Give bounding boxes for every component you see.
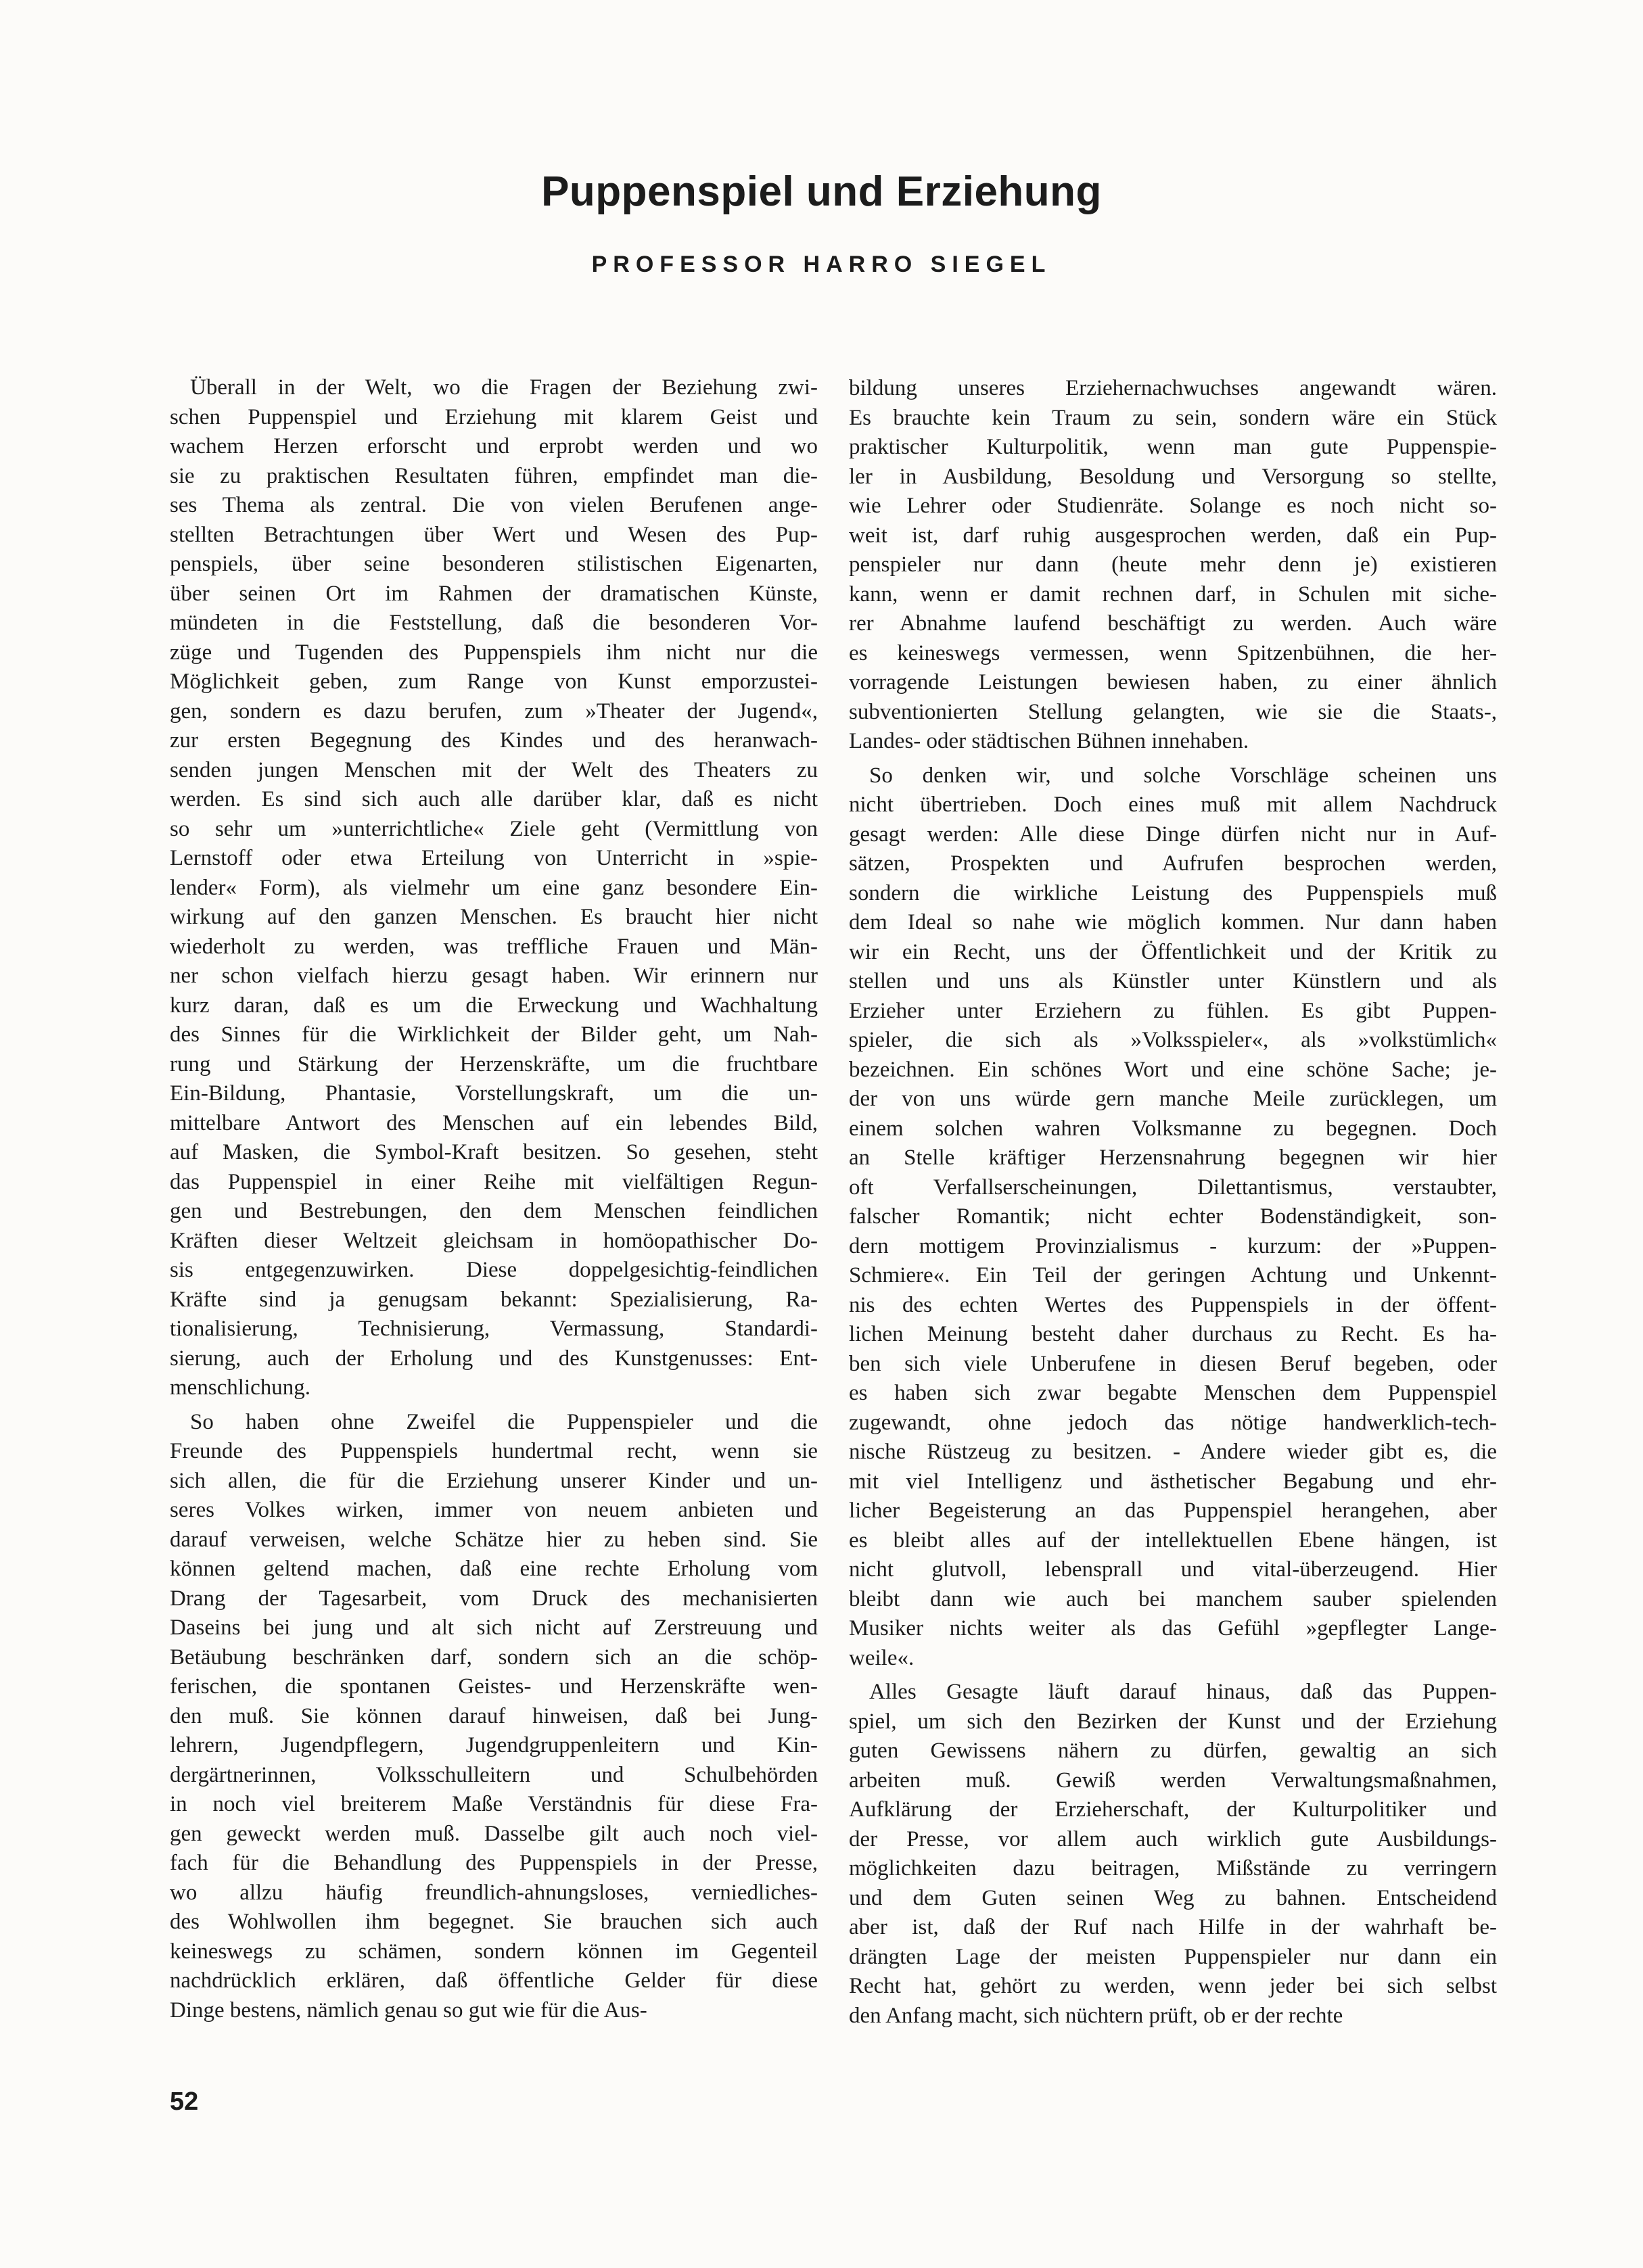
text-line: Schmiere«. Ein Teil der geringen Achtung und Unkennt- bbox=[849, 1263, 1497, 1287]
text-line: ses Thema als zentral. Die von vielen Berufenen ange- bbox=[170, 493, 818, 517]
text-line: den Anfang macht, sich nüchtern prüft, ob er der rechte bbox=[849, 2003, 1343, 2028]
text-line: nicht übertrieben. Doch eines muß mit allem Nachdruck bbox=[849, 793, 1497, 817]
text-line: weit ist, darf ruhig ausgesprochen werden, daß ein Pup- bbox=[849, 523, 1497, 548]
text-line: wachem Herzen erforscht und erprobt werden und wo bbox=[170, 434, 818, 458]
text-line: zur ersten Begegnung des Kindes und des heranwach- bbox=[170, 728, 818, 753]
article-title: Puppenspiel und Erziehung bbox=[541, 168, 1102, 215]
text-line: nicht glutvoll, lebensprall und vital-überzeugend. Hier bbox=[849, 1557, 1497, 1582]
text-line: den muß. Sie können darauf hinweisen, daß bei Jung- bbox=[170, 1703, 818, 1728]
text-line: rer Abnahme laufend beschäftigt zu werden. Auch wäre bbox=[849, 611, 1497, 636]
text-line: es haben sich zwar begabte Menschen dem Puppenspiel bbox=[849, 1381, 1497, 1405]
text-line: auf Masken, die Symbol-Kraft besitzen. So gesehen, steht bbox=[170, 1140, 818, 1164]
page-number: 52 bbox=[170, 2087, 199, 2116]
text-line: rung und Stärkung der Herzenskräfte, um die fruchtbare bbox=[170, 1052, 818, 1077]
text-line: ferischen, die spontanen Geistes- und Herzenskräfte wen- bbox=[170, 1674, 818, 1699]
text-line: menschlichung. bbox=[170, 1375, 311, 1400]
article-author: PROFESSOR HARRO SIEGEL bbox=[591, 252, 1052, 277]
text-line: können geltend machen, daß eine rechte Erholung vom bbox=[170, 1557, 818, 1581]
text-line: das Puppenspiel in einer Reihe mit vielfältigen Regun- bbox=[170, 1169, 818, 1194]
text-line: sätzen, Prospekten und Aufrufen besprochen werden, bbox=[849, 851, 1497, 876]
text-line: der von uns würde gern manche Meile zurücklegen, um bbox=[849, 1087, 1497, 1111]
text-line: aber ist, daß der Ruf nach Hilfe in der wahrhaft be- bbox=[849, 1915, 1497, 1939]
text-line: Überall in der Welt, wo die Fragen der Beziehung zwi- bbox=[190, 375, 818, 400]
text-line: tionalisierung, Technisierung, Vermassung, Standardi- bbox=[170, 1317, 818, 1341]
text-line: dergärtnerinnen, Volksschulleitern und Schulbehörden bbox=[170, 1762, 818, 1787]
text-line: Alles Gesagte läuft darauf hinaus, daß das Puppen- bbox=[869, 1680, 1497, 1704]
text-line: penspiels, über seine besonderen stilistischen Eigenarten, bbox=[170, 552, 818, 576]
text-line: wie Lehrer oder Studienräte. Solange es noch nicht so- bbox=[849, 494, 1497, 518]
text-line: des Sinnes für die Wirklichkeit der Bilder geht, um Nah- bbox=[170, 1022, 818, 1047]
text-column-left bbox=[170, 373, 818, 2025]
text-line: in noch viel breiterem Maße Verständnis für diese Fra- bbox=[170, 1792, 818, 1816]
text-line: arbeiten muß. Gewiß werden Verwaltungsmaßnahmen, bbox=[849, 1768, 1497, 1793]
text-line: bleibt dann wie auch bei manchem sauber spielenden bbox=[849, 1586, 1497, 1611]
text-line: seres Volkes wirken, immer von neuem anbieten und bbox=[170, 1498, 818, 1522]
text-line: penspieler nur dann (heute mehr denn je) existieren bbox=[849, 552, 1497, 577]
text-line: mit viel Intelligenz und ästhetischer Begabung und ehr- bbox=[849, 1469, 1497, 1494]
text-line: mündeten in die Feststellung, daß die besonderen Vor- bbox=[170, 611, 818, 635]
text-line: ben sich viele Unberufene in diesen Beruf begeben, oder bbox=[849, 1351, 1497, 1376]
text-line: der Presse, vor allem auch wirklich gute Ausbildungs- bbox=[849, 1826, 1497, 1851]
text-line: spiel, um sich den Bezirken der Kunst und der Erziehung bbox=[849, 1709, 1497, 1734]
text-line: gesagt werden: Alle diese Dinge dürfen nicht nur in Auf- bbox=[849, 822, 1497, 847]
text-line: Kräften dieser Weltzeit gleichsam in homöopathischer Do- bbox=[170, 1228, 818, 1253]
text-line: praktischer Kulturpolitik, wenn man gute Puppenspie- bbox=[849, 435, 1497, 459]
text-line: Möglichkeit geben, zum Range von Kunst emporzustei- bbox=[170, 669, 818, 694]
text-line: Kräfte sind ja genugsam bekannt: Spezialisierung, Ra- bbox=[170, 1287, 818, 1312]
text-line: drängten Lage der meisten Puppenspieler nur dann ein bbox=[849, 1944, 1497, 1969]
text-line: Aufklärung der Erzieherschaft, der Kulturpolitiker und bbox=[849, 1797, 1497, 1822]
text-line: bezeichnen. Ein schönes Wort und eine schöne Sache; je- bbox=[849, 1057, 1497, 1082]
text-line: Recht hat, gehört zu werden, wenn jeder bei sich selbst bbox=[849, 1974, 1497, 1998]
text-line: vorragende Leistungen bewiesen haben, zu einer ähnlich bbox=[849, 670, 1497, 694]
text-line: Dinge bestens, nämlich genau so gut wie für die Aus- bbox=[170, 1998, 647, 2023]
text-line: werden. Es sind sich auch alle darüber klar, daß es nicht bbox=[170, 787, 818, 811]
text-line: guten Gewissens nähern zu dürfen, gewaltig an sich bbox=[849, 1739, 1497, 1763]
text-line: zugewandt, ohne jedoch das nötige handwerklich-tech- bbox=[849, 1410, 1497, 1435]
text-line: bildung unseres Erziehernachwuchses angewandt wären. bbox=[849, 376, 1497, 400]
text-line: fach für die Behandlung des Puppenspiels in der Presse, bbox=[170, 1851, 818, 1875]
text-line: kurz daran, daß es um die Erweckung und Wachhaltung bbox=[170, 993, 818, 1018]
text-line: falscher Romantik; nicht echter Bodenständigkeit, son- bbox=[849, 1204, 1497, 1229]
text-line: einem solchen wahren Volksmanne zu begegnen. Doch bbox=[849, 1116, 1497, 1141]
text-line: Erzieher unter Erziehern zu fühlen. Es gibt Puppen- bbox=[849, 998, 1497, 1023]
text-line: wo allzu häufig freundlich-ahnungsloses, verniedliches- bbox=[170, 1880, 818, 1905]
text-line: schen Puppenspiel und Erziehung mit klarem Geist und bbox=[170, 404, 818, 429]
text-line: Drang der Tagesarbeit, vom Druck des mechanisierten bbox=[170, 1586, 818, 1611]
text-line: nische Rüstzeug zu besitzen. - Andere wieder gibt es, die bbox=[849, 1440, 1497, 1464]
text-column-right bbox=[849, 374, 1497, 2031]
text-line: stellen und uns als Künstler unter Künstlern und als bbox=[849, 969, 1497, 993]
text-line: so sehr um »unterrichtliche« Ziele geht (Vermittlung von bbox=[170, 816, 818, 841]
text-line: darauf verweisen, welche Schätze hier zu heben sind. Sie bbox=[170, 1527, 818, 1552]
text-line: nachdrücklich erklären, daß öffentliche Gelder für diese bbox=[170, 1968, 818, 1993]
text-line: über seinen Ort im Rahmen der dramatischen Künste, bbox=[170, 581, 818, 606]
text-line: weile«. bbox=[849, 1645, 915, 1670]
text-line: gen, sondern es dazu berufen, zum »Theater der Jugend«, bbox=[170, 699, 818, 724]
text-line: Landes- oder städtischen Bühnen innehaben. bbox=[849, 729, 1249, 753]
text-line: an Stelle kräftiger Herzensnahrung begegnen wir hier bbox=[849, 1145, 1497, 1170]
text-line: es bleibt alles auf der intellektuellen Ebene hängen, ist bbox=[849, 1528, 1497, 1553]
text-line: gen und Bestrebungen, den dem Menschen feindlichen bbox=[170, 1199, 818, 1223]
text-line: Musiker nichts weiter als das Gefühl »gepflegter Lange- bbox=[849, 1616, 1497, 1640]
text-line: spieler, die sich als »Volksspieler«, als »volkstümlich« bbox=[849, 1028, 1497, 1052]
text-line: kann, wenn er damit rechnen darf, in Schulen mit siche- bbox=[849, 582, 1497, 607]
text-line: ner schon vielfach hierzu gesagt haben. Wir erinnern nur bbox=[170, 964, 818, 988]
text-line: oft Verfallserscheinungen, Dilettantismus, verstaubter, bbox=[849, 1175, 1497, 1200]
text-line: es keineswegs vermessen, wenn Spitzenbühnen, die her- bbox=[849, 640, 1497, 665]
text-line: Ein-Bildung, Phantasie, Vorstellungskraft, um die un- bbox=[170, 1081, 818, 1106]
text-line: subventionierten Stellung gelangten, wie sie die Staats-, bbox=[849, 699, 1497, 724]
text-line: sich allen, die für die Erziehung unserer Kinder und un- bbox=[170, 1468, 818, 1493]
text-line: dern mottigem Provinzialismus - kurzum: der »Puppen- bbox=[849, 1233, 1497, 1258]
text-line: und dem Guten seinen Weg zu bahnen. Entscheidend bbox=[849, 1885, 1497, 1910]
text-line: Lernstoff oder etwa Erteilung von Unterricht in »spie- bbox=[170, 846, 818, 870]
text-line: gen geweckt werden muß. Dasselbe gilt auch noch viel- bbox=[170, 1821, 818, 1846]
text-line: sis entgegenzuwirken. Diese doppelgesichtig-feindlichen bbox=[170, 1258, 818, 1282]
text-line: möglichkeiten dazu beitragen, Mißstände zu verringern bbox=[849, 1856, 1497, 1881]
text-line: stellten Betrachtungen über Wert und Wesen des Pup- bbox=[170, 522, 818, 547]
text-line: Freunde des Puppenspiels hundertmal recht, wenn sie bbox=[170, 1439, 818, 1463]
text-line: des Wohlwollen ihm begegnet. Sie brauchen sich auch bbox=[170, 1910, 818, 1934]
text-line: lichen Meinung besteht daher durchaus zu Recht. Es ha- bbox=[849, 1322, 1497, 1346]
text-line: Betäubung beschränken darf, sondern sich an die schöp- bbox=[170, 1645, 818, 1670]
text-line: wiederholt zu werden, was treffliche Frauen und Män- bbox=[170, 934, 818, 959]
text-line: züge und Tugenden des Puppenspiels ihm nicht nur die bbox=[170, 640, 818, 665]
text-line: lehrern, Jugendpflegern, Jugendgruppenleitern und Kin- bbox=[170, 1733, 818, 1757]
text-line: lender« Form), als vielmehr um eine ganz besondere Ein- bbox=[170, 875, 818, 900]
text-line: keineswegs zu schämen, sondern können im Gegenteil bbox=[170, 1939, 818, 1964]
text-line: So haben ohne Zweifel die Puppenspieler und die bbox=[190, 1409, 818, 1434]
text-line: Daseins bei jung und alt sich nicht auf Zerstreuung und bbox=[170, 1615, 818, 1640]
text-line: licher Begeisterung an das Puppenspiel herangehen, aber bbox=[849, 1498, 1497, 1523]
text-line: Es brauchte kein Traum zu sein, sondern wäre ein Stück bbox=[849, 405, 1497, 430]
text-line: sierung, auch der Erholung und des Kunstgenusses: Ent- bbox=[170, 1346, 818, 1371]
text-line: So denken wir, und solche Vorschläge scheinen uns bbox=[869, 763, 1497, 788]
text-line: nis des echten Wertes des Puppenspiels in der öffent- bbox=[849, 1292, 1497, 1317]
text-line: sondern die wirkliche Leistung des Puppenspiels muß bbox=[849, 880, 1497, 905]
text-line: sie zu praktischen Resultaten führen, empfindet man die- bbox=[170, 463, 818, 488]
text-line: dem Ideal so nahe wie möglich kommen. Nur dann haben bbox=[849, 910, 1497, 935]
text-line: mittelbare Antwort des Menschen auf ein lebendes Bild, bbox=[170, 1110, 818, 1135]
text-line: ler in Ausbildung, Besoldung und Versorgung so stellte, bbox=[849, 464, 1497, 489]
text-line: wirkung auf den ganzen Menschen. Es braucht hier nicht bbox=[170, 905, 818, 929]
text-line: wir ein Recht, uns der Öffentlichkeit und der Kritik zu bbox=[849, 939, 1497, 964]
text-line: senden jungen Menschen mit der Welt des Theaters zu bbox=[170, 757, 818, 782]
